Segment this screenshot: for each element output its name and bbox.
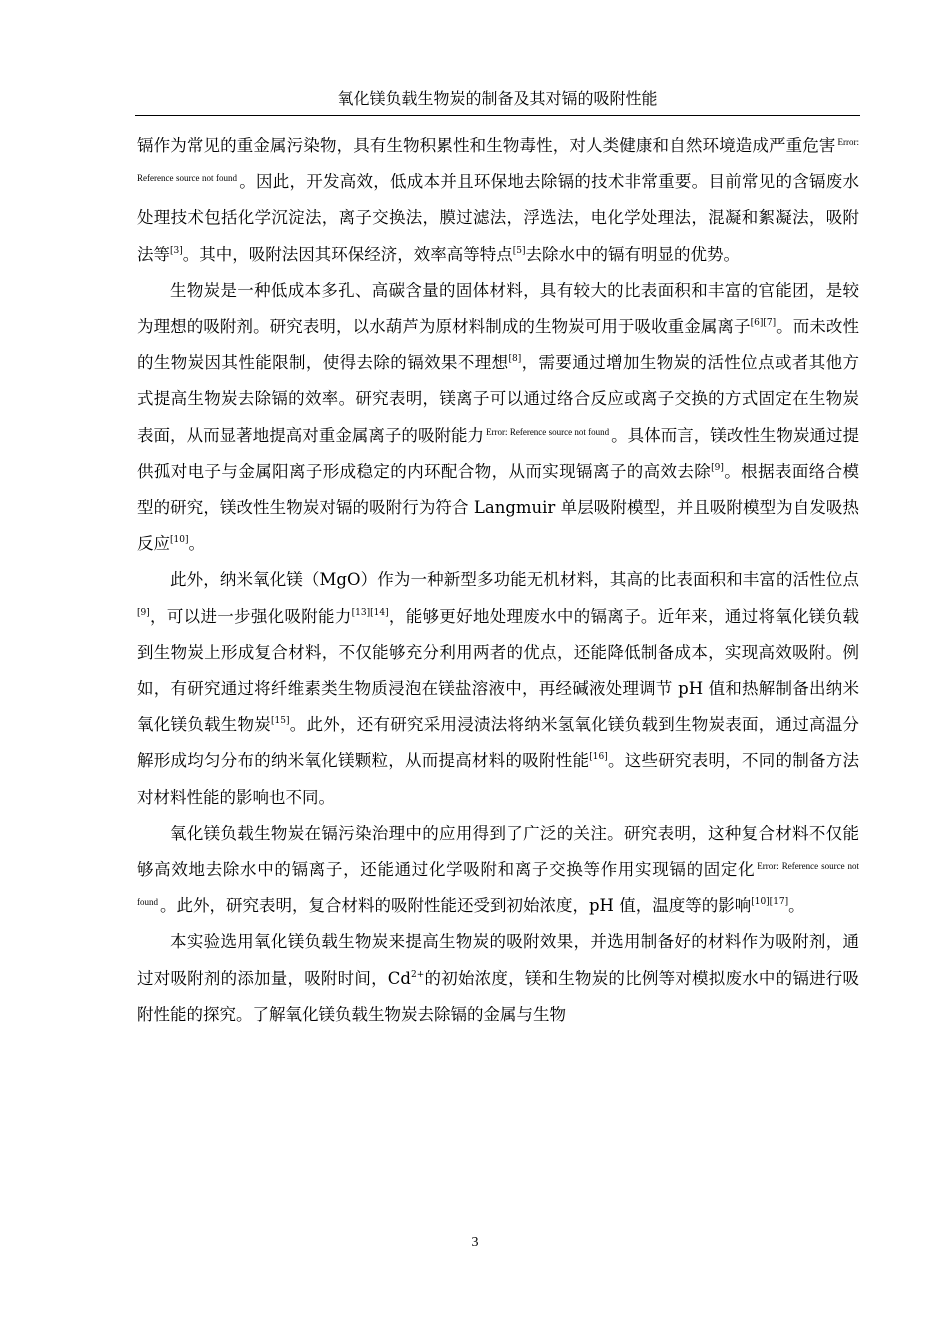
citation: [3] xyxy=(170,245,183,256)
text-run: ，需要通过增加生物炭的活性位点或者其他方式提高生物炭去除镉的效率。研究表明，镁离子可以通过络合反应或离子交换的方式固定在生物炭表面，从而显著地提高对重金属离子的吸附能力 xyxy=(137,353,860,445)
text-run: ，能够更好地处理废水中的镉离子。近年来，通过将氧化镁负载到生物炭上形成复合材料，不仅能够充分利用两者的优点，还能降低制备成本，实现高效吸附。例如，有研究通过将纤维素类生物质浸泡在镁盐溶液中，再经碱液处理调节 pH 值和热解制备出纳米氧化镁负载生物炭 xyxy=(137,606,860,735)
text-run: 镉作为常见的重金属污染物，具有生物积累性和生物毒性，对人类健康和自然环境造成严重危害 xyxy=(137,136,836,155)
text-run: 。 xyxy=(188,534,205,554)
citation: [5] xyxy=(512,245,526,256)
text-run: ，可以进一步强化吸附能力 xyxy=(149,606,352,626)
citation: [6][7] xyxy=(750,318,777,329)
text-run: 本实验选用氧化镁负载生物炭来提高生物炭的吸附效果，并选用制备好的材料作为吸附剂，通过对吸附剂的添加量，吸附时间，Cd xyxy=(137,932,859,988)
header-rule xyxy=(135,115,860,116)
reference-error: Error: Reference source not found xyxy=(137,137,859,184)
paragraph-1 xyxy=(137,128,859,273)
text-run: 。因此，开发高效，低成本并且环保地去除镉的技术非常重要。目前常见的含镉废水处理技术包括化学沉淀法，离子交换法，膜过滤法，浮选法，电化学处理法，混凝和絮凝法，吸附法等 xyxy=(137,172,859,264)
citation: [8] xyxy=(508,354,522,365)
reference-error: Error: Reference source not found xyxy=(137,861,860,908)
text-run: 。其中，吸附法因其环保经济，效率高等特点 xyxy=(182,244,513,264)
citation: [15] xyxy=(271,716,290,727)
running-header: 氧化镁负载生物炭的制备及其对镉的吸附性能 xyxy=(337,89,658,108)
text-run: 。具体而言，镁改性生物炭通过提供孤对电子与金属阳离子形成稳定的内环配合物，从而实现镉离子的高效去除 xyxy=(137,425,860,481)
text-run: 氧化镁负载生物炭在镉污染治理中的应用得到了广泛的关注。研究表明，这种复合材料不仅能够高效地去除水中的镉离子，还能通过化学吸附和离子交换等作用实现镉的固定化 xyxy=(137,823,859,880)
citation: 2+ xyxy=(411,969,425,980)
text-run: 去除水中的镉有明显的优势。 xyxy=(525,244,740,264)
text-run: 。此外，还有研究采用浸渍法将纳米氢氧化镁负载到生物炭表面，通过高温分解形成均匀分布的纳米氧化镁颗粒，从而提高材料的吸附性能 xyxy=(137,715,860,771)
text-run: 。根据表面络合模型的研究，镁改性生物炭对镉的吸附行为符合 Langmuir 单层吸附模型，并且吸附模型为自发吸热反应 xyxy=(137,461,860,554)
text-run: 。 xyxy=(788,896,805,916)
reference-error: Error: Reference source not found xyxy=(486,426,610,437)
citation: [16] xyxy=(589,752,608,763)
paragraph-3 xyxy=(137,562,859,815)
paragraph-2 xyxy=(137,273,859,563)
citation: [10][17] xyxy=(751,897,789,908)
text-run: 。这些研究表明，不同的制备方法对材料性能的影响也不同。 xyxy=(137,751,860,807)
citation: [10] xyxy=(170,535,189,546)
text-run: 的初始浓度，镁和生物炭的比例等对模拟废水中的镉进行吸附性能的探究。了解氧化镁负载生物炭去除镉的金属与生物 xyxy=(137,968,860,1024)
text-run: 。而未改性的生物炭因其性能限制，使得去除的镉效果不理想 xyxy=(137,317,860,373)
citation: [9] xyxy=(711,462,724,473)
paragraph-5 xyxy=(137,924,859,1033)
text-run: 此外，纳米氧化镁（MgO）作为一种新型多功能无机材料，其高的比表面积和丰富的活性位点 xyxy=(170,570,859,590)
text-run: 。此外，研究表明，复合材料的吸附性能还受到初始浓度，pH 值，温度等的影响 xyxy=(160,896,752,916)
citation: [13][14] xyxy=(351,607,389,618)
citation: [9] xyxy=(137,607,150,618)
paragraph-4 xyxy=(137,816,859,925)
text-run: 生物炭是一种低成本多孔、高碳含量的固体材料，具有较大的比表面积和丰富的官能团，是较为理想的吸附剂。研究表明，以水葫芦为原材料制成的生物炭可用于吸收重金属离子 xyxy=(137,280,859,337)
page-number: 3 xyxy=(471,1235,479,1250)
body-text xyxy=(137,128,859,1033)
